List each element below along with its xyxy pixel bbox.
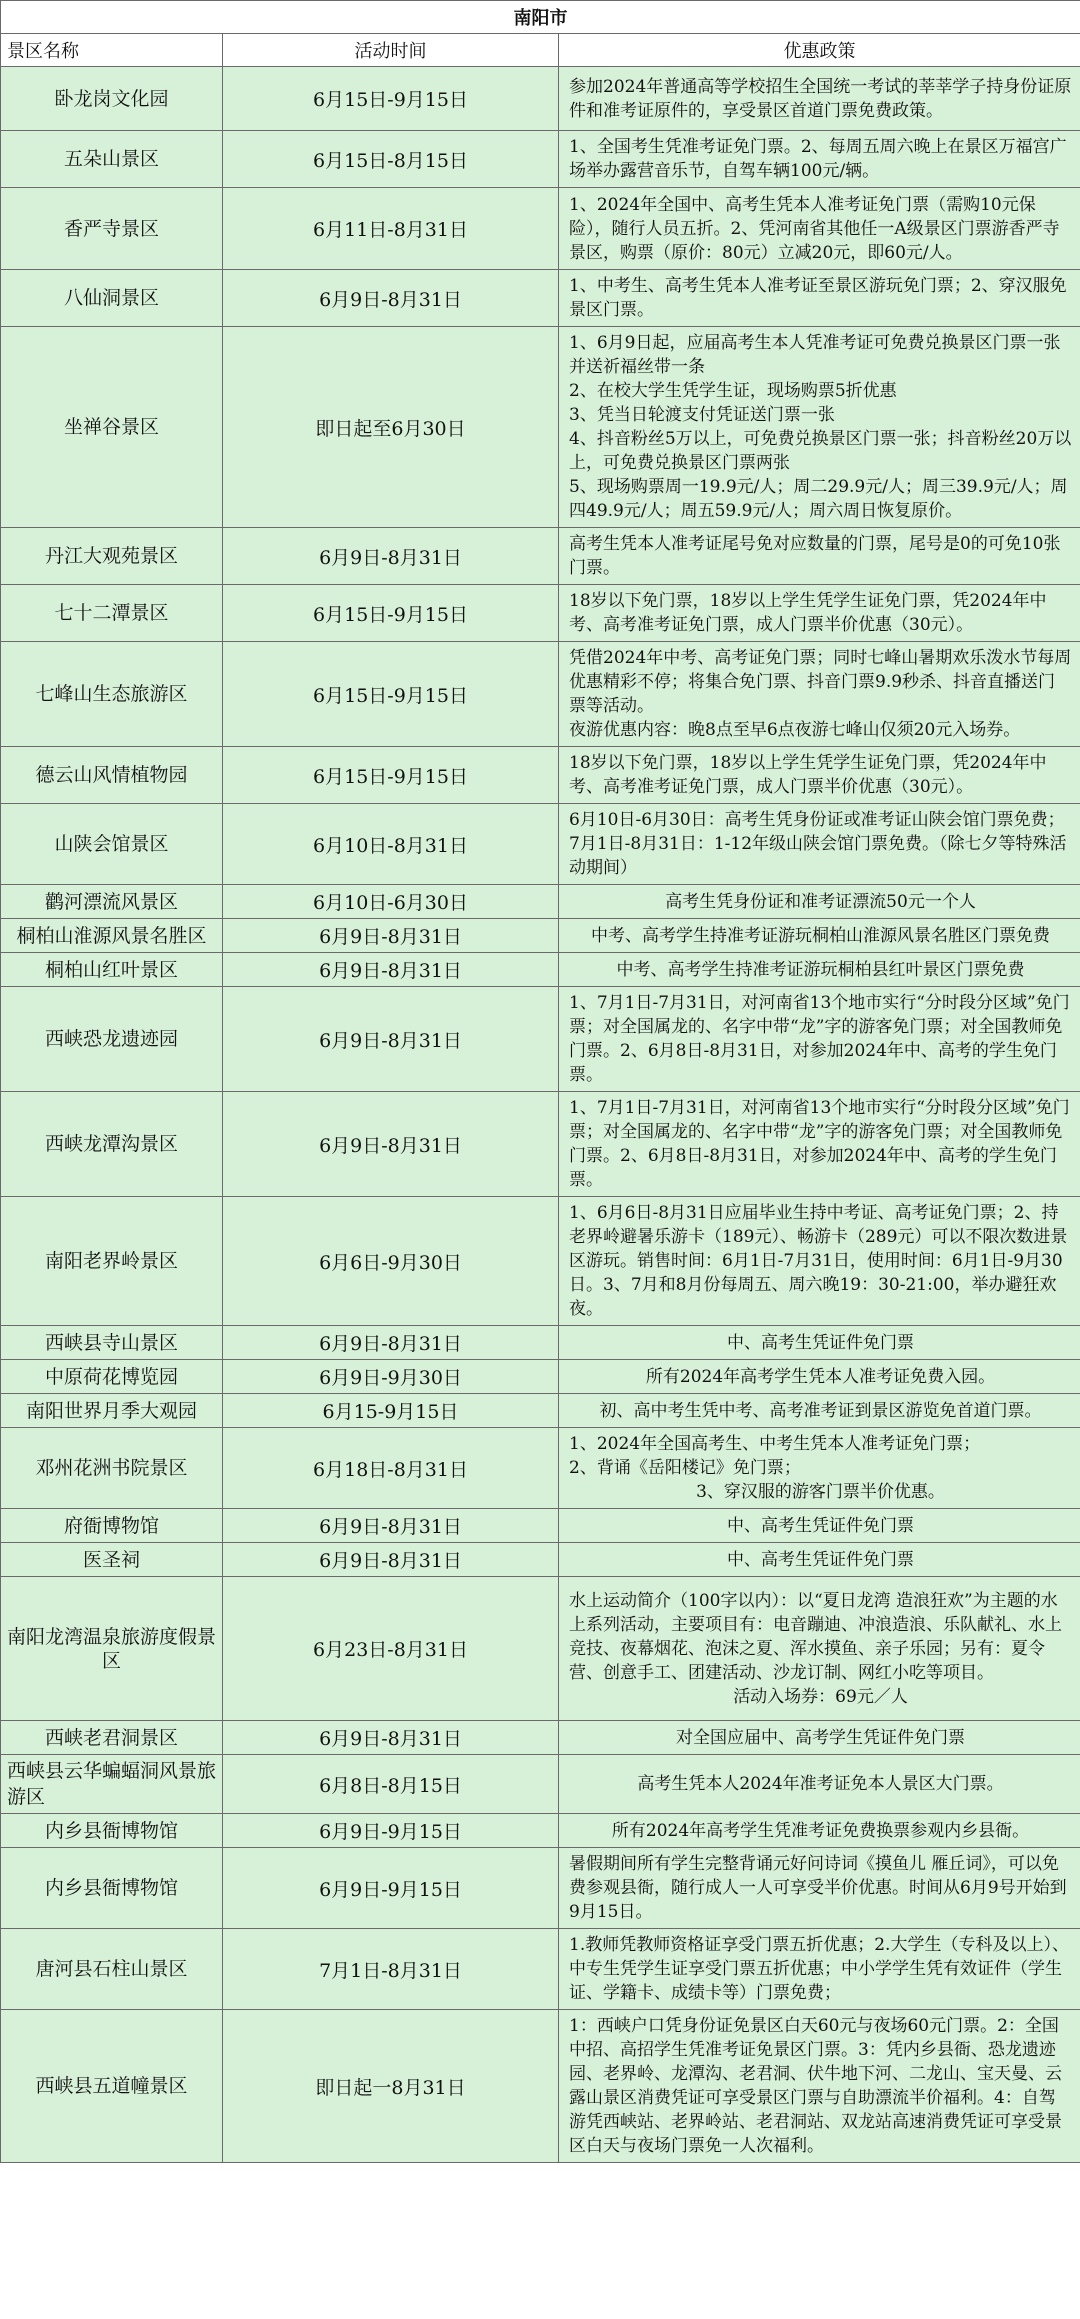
activity-period: 6月15-9月15日 xyxy=(223,1394,559,1428)
activity-period: 6月9日-9月15日 xyxy=(223,1814,559,1848)
activity-period: 6月9日-8月31日 xyxy=(223,1543,559,1577)
policy-line: 1、6月6日-8月31日应届毕业生持中考证、高考证免门票；2、持老界岭避暑乐游卡（189元）、畅游卡（289元）可以不限次数进景区游玩。销售时间：6月1日-7月31日，使用时间：6月1日-9月30日。3、7月和8月份每周五、周六晚19：30-21:00，举办避狂欢夜。 xyxy=(569,1203,1068,1319)
discount-policy xyxy=(559,528,1080,585)
table-row xyxy=(1,1092,1080,1197)
discount-policy xyxy=(559,1326,1080,1360)
discount-policy xyxy=(559,1929,1080,2010)
policy-line: 中、高考生凭证件免门票 xyxy=(727,1549,914,1570)
table-row xyxy=(1,270,1080,327)
policy-line: 初、高中考生凭中考、高考准考证到景区游览免首道门票。 xyxy=(599,1400,1042,1421)
table-row xyxy=(1,642,1080,747)
policy-line: 所有2024年高考学生凭准考证免费换票参观内乡县衙。 xyxy=(611,1820,1030,1841)
table-row xyxy=(1,327,1080,528)
activity-period: 6月9日-8月31日 xyxy=(223,987,559,1092)
activity-period: 6月9日-8月31日 xyxy=(223,953,559,987)
scenic-spot-name: 鹳河漂流风景区 xyxy=(1,885,223,919)
policy-line: 高考生凭身份证和准考证漂流50元一个人 xyxy=(665,891,976,912)
table-row xyxy=(1,1360,1080,1394)
scenic-spot-name: 南阳世界月季大观园 xyxy=(1,1394,223,1428)
policy-line: 4、抖音粉丝5万以上，可免费兑换景区门票一张；抖音粉丝20万以上，可免费兑换景区门票两张 xyxy=(569,429,1072,473)
policy-line: 2、背诵《岳阳楼记》免门票； xyxy=(569,1458,801,1478)
header-name: 景区名称 xyxy=(1,34,223,67)
policy-line: 18岁以下免门票，18岁以上学生凭学生证免门票，凭2024年中考、高考准考证免门票，成人门票半价优惠（30元）。 xyxy=(569,753,1047,797)
policy-line: 1：西峡户口凭身份证免景区白天60元与夜场60元门票。2：全国中招、高招学生凭准考证免景区门票。3：凭内乡县衙、恐龙遗迹园、老界岭、龙潭沟、老君洞、伏牛地下河、二龙山、宝天曼、云露山景区消费凭证可享受景区门票与自助漂流半价福利。4：自驾游凭西峡站、老界岭站、老君洞站、双龙站高速消费凭证可享受景区白天与夜场门票免一人次福利。 xyxy=(569,2016,1062,2156)
table-row xyxy=(1,919,1080,953)
policy-line: 高考生凭本人准考证尾号免对应数量的门票，尾号是0的可免10张门票。 xyxy=(569,534,1061,578)
table-row xyxy=(1,1197,1080,1326)
scenic-spot-name: 邓州花洲书院景区 xyxy=(1,1428,223,1509)
discount-policy xyxy=(559,1814,1080,1848)
policy-line: 6月10日-6月30日：高考生凭身份证或准考证山陕会馆门票免费； xyxy=(569,810,1065,830)
discount-policy xyxy=(559,131,1080,188)
discount-policy xyxy=(559,1360,1080,1394)
policy-line: 水上运动简介（100字以内）：以“夏日龙湾 造浪狂欢”为主题的水上系列活动，主要项目有：电音蹦迪、冲浪造浪、乐队献礼、水上竞技、夜幕烟花、泡沫之夏、浑水摸鱼、亲子乐园；另有：夏令营、创意手工、团建活动、沙龙订制、网红小吃等项目。 xyxy=(569,1590,1062,1683)
policy-line: 1、中考生、高考生凭本人准考证至景区游玩免门票；2、穿汉服免景区门票。 xyxy=(569,276,1067,320)
scenic-spot-name: 桐柏山淮源风景名胜区 xyxy=(1,919,223,953)
activity-period: 6月15日-9月15日 xyxy=(223,585,559,642)
scenic-spot-name: 坐禅谷景区 xyxy=(1,327,223,528)
discount-policy xyxy=(559,67,1080,131)
activity-period: 7月1日-8月31日 xyxy=(223,1929,559,2010)
table-row xyxy=(1,1509,1080,1543)
policy-line: 中、高考生凭证件免门票 xyxy=(727,1332,914,1353)
discount-policy xyxy=(559,1755,1080,1814)
activity-period: 6月15日-9月15日 xyxy=(223,747,559,804)
policy-line: 2、在校大学生凭学生证，现场购票5折优惠 xyxy=(569,381,897,401)
scenic-spot-name: 西峡龙潭沟景区 xyxy=(1,1092,223,1197)
discount-policy xyxy=(559,1092,1080,1197)
policy-line: 夜游优惠内容：晚8点至早6点夜游七峰山仅须20元入场券。 xyxy=(569,720,1021,740)
activity-period: 6月9日-8月31日 xyxy=(223,919,559,953)
discount-policy xyxy=(559,270,1080,327)
scenic-spot-name: 府衙博物馆 xyxy=(1,1509,223,1543)
scenic-spot-name: 内乡县衙博物馆 xyxy=(1,1848,223,1929)
table-row xyxy=(1,1428,1080,1509)
policy-line: 参加2024年普通高等学校招生全国统一考试的莘莘学子持身份证原件和准考证原件的，享受景区首道门票免费政策。 xyxy=(569,76,1072,121)
scenic-spot-name: 西峡县五道幢景区 xyxy=(1,2010,223,2163)
discount-policy xyxy=(559,642,1080,747)
policy-line: 所有2024年高考学生凭本人准考证免费入园。 xyxy=(645,1366,996,1387)
table-row xyxy=(1,747,1080,804)
policy-line: 中考、高考学生持准考证游玩桐柏县红叶景区门票免费 xyxy=(616,959,1025,980)
activity-period: 6月9日-8月31日 xyxy=(223,528,559,585)
scenic-spot-name: 八仙洞景区 xyxy=(1,270,223,327)
activity-period: 即日起至6月30日 xyxy=(223,327,559,528)
discount-policy xyxy=(559,919,1080,953)
scenic-spot-name: 医圣祠 xyxy=(1,1543,223,1577)
activity-period: 6月18日-8月31日 xyxy=(223,1428,559,1509)
activity-period: 6月9日-8月31日 xyxy=(223,1326,559,1360)
table-row xyxy=(1,528,1080,585)
activity-period: 6月9日-9月15日 xyxy=(223,1848,559,1929)
scenic-spot-name: 西峡县寺山景区 xyxy=(1,1326,223,1360)
scenic-spot-name: 西峡县云华蝙蝠洞风景旅游区 xyxy=(1,1755,223,1814)
scenic-spot-name: 山陕会馆景区 xyxy=(1,804,223,885)
table-row xyxy=(1,1929,1080,2010)
table-row xyxy=(1,585,1080,642)
table-row xyxy=(1,67,1080,131)
activity-period: 6月9日-8月31日 xyxy=(223,1509,559,1543)
discount-policy xyxy=(559,1721,1080,1755)
activity-period: 6月9日-8月31日 xyxy=(223,1092,559,1197)
policy-line: 5、现场购票周一19.9元/人；周二29.9元/人；周三39.9元/人；周四49.9元/人；周五59.9元/人；周六周日恢复原价。 xyxy=(569,477,1068,521)
discount-policy xyxy=(559,953,1080,987)
activity-period: 6月9日-9月30日 xyxy=(223,1360,559,1394)
table-row xyxy=(1,1577,1080,1721)
activity-period: 6月9日-8月31日 xyxy=(223,1721,559,1755)
scenic-spot-name: 西峡老君洞景区 xyxy=(1,1721,223,1755)
policy-line: 1、2024年全国中、高考生凭本人准考证免门票（需购10元保险），随行人员五折。2、凭河南省其他任一A级景区门票游香严寺景区，购票（原价：80元）立减20元，即60元/人。 xyxy=(569,194,1060,263)
table-row xyxy=(1,1814,1080,1848)
discount-policy xyxy=(559,1543,1080,1577)
table-title: 南阳市 xyxy=(1,1,1080,34)
scenic-spot-name: 卧龙岗文化园 xyxy=(1,67,223,131)
discount-policy xyxy=(559,188,1080,270)
scenic-spot-name: 七十二潭景区 xyxy=(1,585,223,642)
scenic-spot-name: 五朵山景区 xyxy=(1,131,223,188)
table-row xyxy=(1,1394,1080,1428)
policy-line: 暑假期间所有学生完整背诵元好问诗词《摸鱼儿 雁丘词》，可以免费参观县衙，随行成人一人可享受半价优惠。时间从6月9号开始到9月15日。 xyxy=(569,1854,1067,1922)
policy-line: 1、7月1日-7月31日，对河南省13个地市实行“分时段分区域”免门票；对全国属龙的、名字中带“龙”字的游客免门票；对全国教师免门票。2、6月8日-8月31日，对参加2024年中、高考的学生免门票。 xyxy=(569,993,1070,1085)
scenic-spot-name: 西峡恐龙遗迹园 xyxy=(1,987,223,1092)
discount-policy xyxy=(559,747,1080,804)
policy-line: 3、穿汉服的游客门票半价优惠。 xyxy=(696,1482,945,1502)
discount-policy xyxy=(559,327,1080,528)
scenic-spot-name: 七峰山生态旅游区 xyxy=(1,642,223,747)
activity-period: 6月11日-8月31日 xyxy=(223,188,559,270)
activity-period: 6月10日-8月31日 xyxy=(223,804,559,885)
policy-line: 中考、高考学生持准考证游玩桐柏山淮源风景名胜区门票免费 xyxy=(591,925,1050,946)
policy-line: 18岁以下免门票，18岁以上学生凭学生证免门票，凭2024年中考、高考准考证免门票，成人门票半价优惠（30元）。 xyxy=(569,591,1047,635)
activity-period: 即日起一8月31日 xyxy=(223,2010,559,2163)
scenic-spot-name: 丹江大观苑景区 xyxy=(1,528,223,585)
activity-period: 6月6日-9月30日 xyxy=(223,1197,559,1326)
table-row xyxy=(1,1721,1080,1755)
header-time: 活动时间 xyxy=(223,34,559,67)
table-row xyxy=(1,131,1080,188)
activity-period: 6月15日-9月15日 xyxy=(223,67,559,131)
policy-line: 中、高考生凭证件免门票 xyxy=(727,1515,914,1536)
table-row xyxy=(1,953,1080,987)
policy-line: 1、6月9日起，应届高考生本人凭准考证可免费兑换景区门票一张并送祈福丝带一条 xyxy=(569,333,1061,377)
scenic-spot-name: 桐柏山红叶景区 xyxy=(1,953,223,987)
discount-policy xyxy=(559,1577,1080,1721)
scenic-spot-name: 香严寺景区 xyxy=(1,188,223,270)
table-row xyxy=(1,804,1080,885)
discount-policy xyxy=(559,987,1080,1092)
policy-line: 1、全国考生凭准考证免门票。2、每周五周六晚上在景区万福宫广场举办露营音乐节，自驾车辆100元/辆。 xyxy=(569,137,1067,181)
scenic-spot-name: 唐河县石柱山景区 xyxy=(1,1929,223,2010)
activity-period: 6月8日-8月15日 xyxy=(223,1755,559,1814)
activity-period: 6月23日-8月31日 xyxy=(223,1577,559,1721)
discount-policy xyxy=(559,1509,1080,1543)
policy-line: 3、凭当日轮渡支付凭证送门票一张 xyxy=(569,405,835,425)
activity-period: 6月15日-9月15日 xyxy=(223,642,559,747)
discount-policy xyxy=(559,804,1080,885)
policy-line: 凭借2024年中考、高考证免门票；同时七峰山暑期欢乐泼水节每周优惠精彩不停；将集合免门票、抖音门票9.9秒杀、抖音直播送门票等活动。 xyxy=(569,648,1072,716)
policy-line: 1、7月1日-7月31日，对河南省13个地市实行“分时段分区域”免门票；对全国属龙的、名字中带“龙”字的游客免门票；对全国教师免门票。2、6月8日-8月31日，对参加2024年中、高考的学生免门票。 xyxy=(569,1098,1070,1190)
discount-policy xyxy=(559,1428,1080,1509)
policy-line: 7月1日-8月31日：1-12年级山陕会馆门票免费。（除七夕等特殊活动期间） xyxy=(569,834,1067,878)
discount-policy xyxy=(559,2010,1080,2163)
activity-period: 6月9日-8月31日 xyxy=(223,270,559,327)
scenic-spot-name: 南阳老界岭景区 xyxy=(1,1197,223,1326)
policy-line: 对全国应届中、高考学生凭证件免门票 xyxy=(676,1727,965,1748)
header-policy: 优惠政策 xyxy=(559,34,1080,67)
policy-line: 1.教师凭教师资格证享受门票五折优惠；2.大学生（专科及以上）、中专生凭学生证享受门票五折优惠；中小学学生凭有效证件（学生证、学籍卡、成绩卡等）门票免费； xyxy=(569,1935,1069,2003)
table-row xyxy=(1,1543,1080,1577)
scenic-spot-name: 内乡县衙博物馆 xyxy=(1,1814,223,1848)
scenic-spot-name: 德云山风情植物园 xyxy=(1,747,223,804)
policy-line: 活动入场券：69元／人 xyxy=(733,1686,908,1707)
table-row xyxy=(1,1326,1080,1360)
discount-policy xyxy=(559,885,1080,919)
activity-period: 6月10日-6月30日 xyxy=(223,885,559,919)
table-row xyxy=(1,188,1080,270)
scenic-spot-name: 中原荷花博览园 xyxy=(1,1360,223,1394)
discount-policy xyxy=(559,1197,1080,1326)
table-row xyxy=(1,1848,1080,1929)
discount-policy xyxy=(559,1848,1080,1929)
policy-line: 高考生凭本人2024年准考证免本人景区大门票。 xyxy=(637,1774,1004,1794)
table-row xyxy=(1,987,1080,1092)
table-row xyxy=(1,2010,1080,2163)
activity-period: 6月15日-8月15日 xyxy=(223,131,559,188)
policy-line: 1、2024年全国高考生、中考生凭本人准考证免门票； xyxy=(569,1434,981,1454)
discount-policy xyxy=(559,585,1080,642)
table-row xyxy=(1,885,1080,919)
discount-policy xyxy=(559,1394,1080,1428)
scenic-spot-name: 南阳龙湾温泉旅游度假景区 xyxy=(1,1577,223,1721)
table-row xyxy=(1,1755,1080,1814)
